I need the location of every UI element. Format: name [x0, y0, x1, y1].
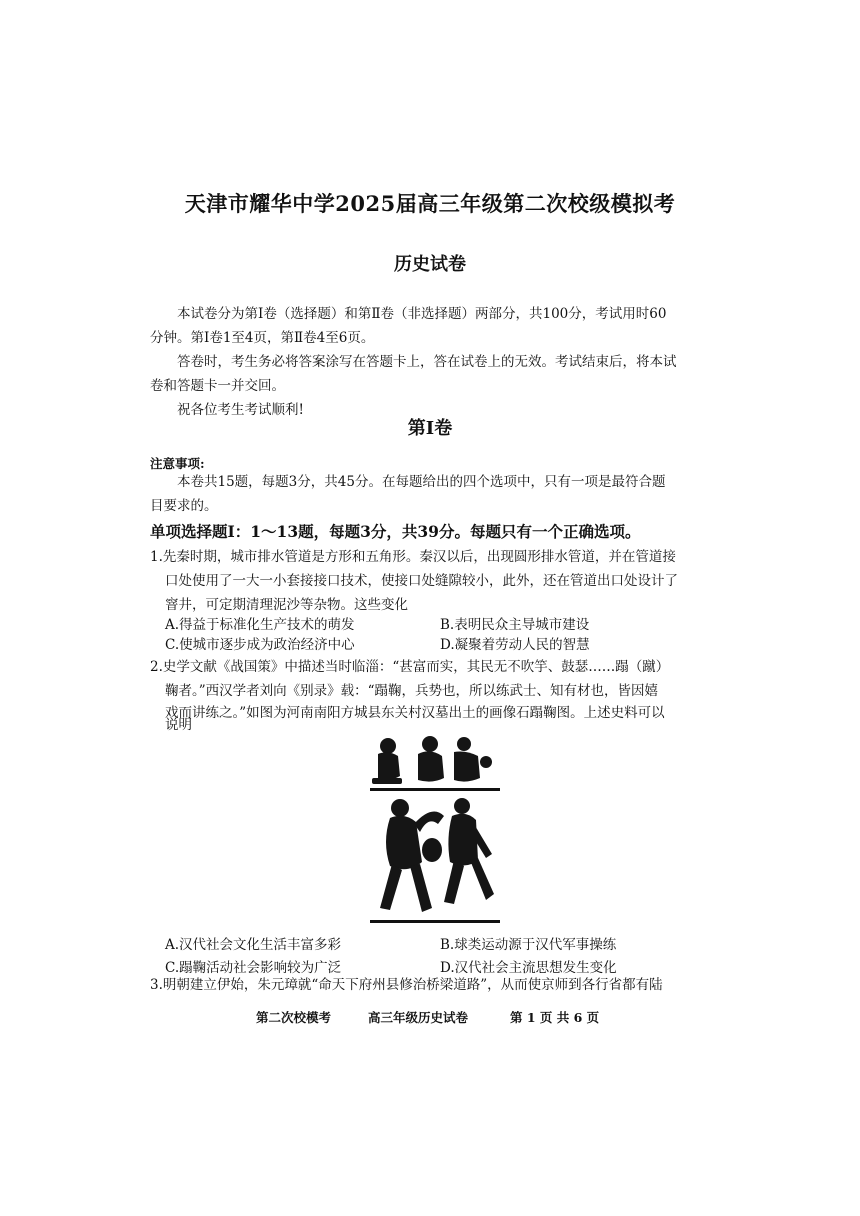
- part1-heading: 第Ⅰ卷: [407, 418, 453, 439]
- intro-line-4: 卷和答题卡一并交回。: [150, 378, 285, 394]
- q2-option-a: A.汉代社会文化生活丰富多彩: [165, 937, 342, 953]
- section-heading: 单项选择题Ⅰ：1～13题，每题3分，共39分。每题只有一个正确选项。: [150, 522, 641, 541]
- q1-stem-line-1: 1.先秦时期，城市排水管道是方形和五角形。秦汉以后，出现圆形排水管道，并在管道接: [150, 549, 676, 565]
- footer-exam-name: 第二次校模考: [256, 1010, 332, 1025]
- notice-line-1: 本卷共15题，每题3分，共45分。在每题给出的四个选项中，只有一项是最符合题: [177, 474, 666, 490]
- footer-page-number: 第 1 页 共 6 页: [510, 1010, 600, 1025]
- q2-stem-line-2: 鞠者。”西汉学者刘向《别录》载：“蹋鞠，兵势也，所以练武士、知有材也，皆因嬉: [165, 683, 659, 699]
- q2-option-d: D.汉代社会主流思想发生变化: [440, 960, 617, 976]
- q2-stem-line-3: 戏而讲练之。”如图为河南南阳方城县东关村汉墓出土的画像石蹋鞠图。上述史料可以: [165, 705, 665, 721]
- q1-option-a: A.得益于标准化生产技术的萌发: [165, 617, 355, 633]
- intro-line-5: 祝各位考生考试顺利!: [177, 402, 304, 418]
- intro-line-2: 分钟。第Ⅰ卷1至4页，第Ⅱ卷4至6页。: [150, 330, 375, 346]
- q1-stem-line-3: 窨井，可定期清理泥沙等杂物。这些变化: [165, 597, 408, 613]
- footer-grade-subject: 高三年级历史试卷: [368, 1010, 469, 1025]
- q1-option-d: D.凝聚着劳动人民的智慧: [440, 637, 590, 653]
- exam-title: 天津市耀华中学2025届高三年级第二次校级模拟考: [184, 191, 676, 216]
- q1-option-c: C.使城市逐步成为政治经济中心: [165, 637, 355, 653]
- q2-option-c: C.蹋鞠活动社会影响较为广泛: [165, 960, 342, 976]
- q1-stem-line-2: 口处使用了一大一小套接接口技术，使接口处缝隙较小，此外，还在管道出口处设计了: [165, 573, 678, 589]
- q2-stem-line-4: 说明: [165, 717, 192, 733]
- stone-relief-cuju-image: [370, 732, 500, 928]
- subject-title: 历史试卷: [394, 254, 466, 275]
- notice-line-2: 目要求的。: [150, 498, 218, 514]
- notice-heading: 注意事项:: [150, 456, 205, 471]
- q2-option-b: B.球类运动源于汉代军事操练: [440, 937, 617, 953]
- q2-stem-line-1: 2.史学文献《战国策》中描述当时临淄：“甚富而实，其民无不吹竽、鼓瑟……蹋（蹴）: [150, 659, 670, 675]
- intro-line-3: 答卷时，考生务必将答案涂写在答题卡上，答在试卷上的无效。考试结束后，将本试: [177, 354, 677, 370]
- intro-line-1: 本试卷分为第Ⅰ卷（选择题）和第Ⅱ卷（非选择题）两部分，共100分，考试用时60: [177, 306, 667, 322]
- q1-option-b: B.表明民众主导城市建设: [440, 617, 590, 633]
- q3-stem-line-1: 3.明朝建立伊始，朱元璋就“命天下府州县修治桥梁道路”，从而使京师到各行省都有陆: [150, 977, 663, 993]
